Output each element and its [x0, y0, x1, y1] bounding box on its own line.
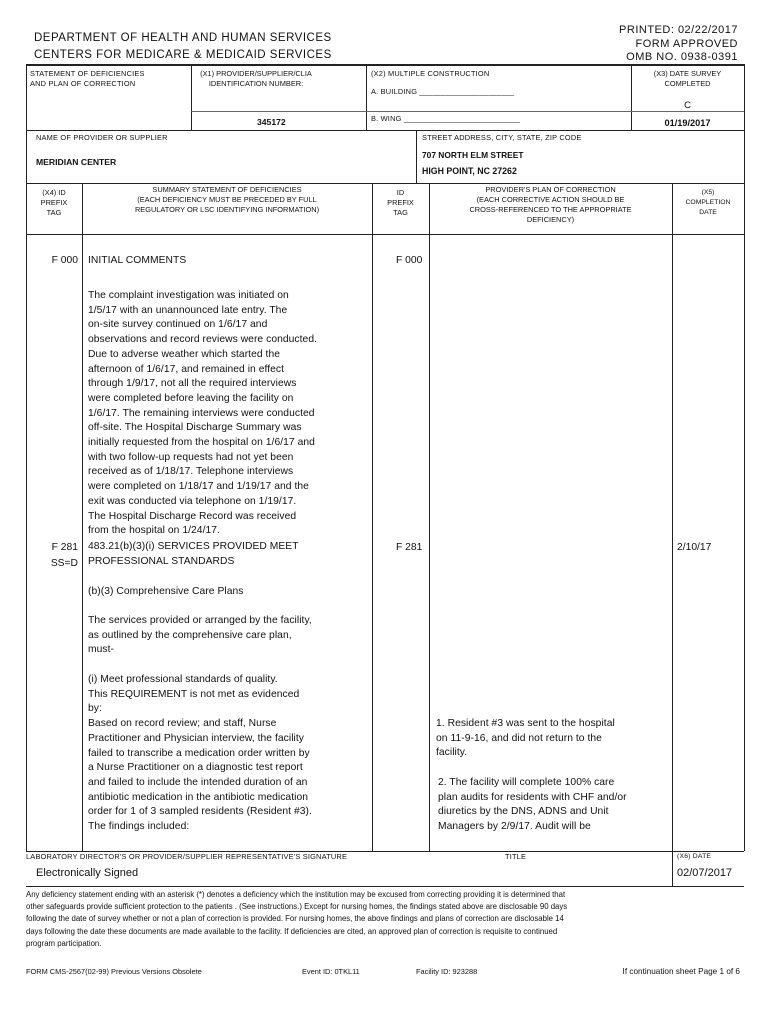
- f281-regulation-title: [88, 540, 299, 569]
- requirement-line: failed to transcribe a medication order written by: [88, 747, 310, 759]
- divider-col-x4: [82, 183, 83, 851]
- initial-comments-heading: INITIAL COMMENTS: [88, 255, 187, 266]
- signature-bottom-rule: [26, 886, 744, 887]
- requirement-line: antibiotic medication in the antibiotic medication: [88, 791, 309, 803]
- street-address: 707 NORTH ELM STREET: [422, 150, 524, 160]
- divider-col-id: [429, 183, 430, 851]
- title-label: TITLE: [505, 852, 527, 861]
- col-header-plan: [429, 185, 672, 225]
- disclaimer-line: following the date of survey whether or not a plan of correction is provided. For nursing homes, the above findings and plans of correction are disclosable 14: [26, 914, 564, 924]
- f281-title-line: PROFESSIONAL STANDARDS: [88, 555, 235, 567]
- col-summary-line-1: SUMMARY STATEMENT OF DEFICIENCIES: [152, 185, 302, 194]
- f281-scope-severity: SS=D: [50, 558, 78, 569]
- x1-label-line-1: (X1) PROVIDER/SUPPLIER/CLIA: [200, 69, 312, 78]
- col-summary-line-2: (EACH DEFICIENCY MUST BE PRECEDED BY FULL: [137, 195, 317, 204]
- col-plan-line-2: (EACH CORRECTIVE ACTION SHOULD BE: [476, 195, 625, 204]
- x2-building: A. BUILDING ______________________: [371, 87, 515, 96]
- column-header-bottom-rule: [26, 234, 744, 235]
- services-paragraph: [88, 614, 312, 658]
- plan-item-2-line: plan audits for residents with CHF and/or: [438, 791, 627, 803]
- agency-line-1: DEPARTMENT OF HEALTH AND HUMAN SERVICES: [34, 32, 332, 44]
- requirement-line: order for 1 of 3 sampled residents (Resident #3).: [88, 806, 312, 818]
- page-number: If continuation sheet Page 1 of 6: [622, 967, 740, 976]
- complaint-line: from the hospital on 1/24/17.: [88, 525, 220, 537]
- comprehensive-care-plans-heading: (b)(3) Comprehensive Care Plans: [88, 586, 244, 597]
- requirement-line: by:: [88, 703, 102, 715]
- facility-id: Facility ID: 923288: [416, 967, 478, 976]
- plan-item-2-line: Managers by 2/9/17. Audit will be: [438, 821, 591, 833]
- x3-label-line-2: COMPLETED: [664, 79, 711, 88]
- complaint-line: 1/6/17. The remaining interviews were conducted: [88, 407, 315, 419]
- printed-date: PRINTED: 02/22/2017: [619, 24, 738, 36]
- provider-row-bottom-rule: [26, 183, 744, 184]
- statement-label-line-1: STATEMENT OF DEFICIENCIES: [30, 69, 145, 78]
- x1-subrule: [191, 111, 366, 112]
- f281-id-tag: F 281: [396, 542, 423, 553]
- divider-col-plan: [672, 183, 673, 851]
- col-id-line-1: ID: [396, 188, 405, 197]
- disclaimer: [26, 889, 567, 950]
- x3-label-line-1: (X3) DATE SURVEY: [653, 69, 722, 78]
- complaint-line: initially requested from the hospital on 1/6/17 and: [88, 437, 315, 449]
- signature-date: 02/07/2017: [677, 867, 733, 879]
- disclaimer-line: Any deficiency statement ending with an asterisk (*) denotes a deficiency which the institution may be excused from correcting providing it is determined that: [26, 890, 566, 899]
- requirement-paragraph: [88, 673, 312, 835]
- x1-label: [191, 69, 321, 89]
- x3-label: [631, 69, 744, 89]
- survey-date: 01/19/2017: [664, 118, 711, 128]
- provider-id-number: 345172: [257, 117, 286, 127]
- right-border: [744, 64, 745, 851]
- complaint-line: through 1/9/17, not all the required interviews: [88, 378, 297, 390]
- col-x4-line-2: PREFIX: [40, 198, 68, 207]
- services-line: as outlined by the comprehensive care plan,: [88, 629, 292, 641]
- f000-id-tag: F 000: [396, 255, 423, 266]
- complaint-line: were completed before leaving the facility on: [88, 392, 294, 404]
- x1-label-line-2: IDENTIFICATION NUMBER:: [208, 79, 304, 88]
- col-plan-line-4: DEFICIENCY): [526, 215, 575, 224]
- col-header-x4: [26, 188, 82, 218]
- x6-date-label: (X6) DATE: [677, 853, 712, 860]
- requirement-line: Practitioner and Physician interview, the facility: [88, 732, 304, 744]
- col-id-line-2: PREFIX: [387, 198, 414, 207]
- complaint-line: with two follow-up requests had not yet been: [88, 451, 294, 463]
- form-approval-block: [619, 24, 738, 65]
- complaint-paragraph: [88, 289, 317, 539]
- divider-x2: [366, 64, 367, 130]
- plan-item-2: [438, 776, 627, 835]
- event-id: Event ID: 0TKL11: [302, 967, 360, 976]
- requirement-line: Based on record review; and staff, Nurse: [88, 718, 277, 730]
- f000-prefix-tag: F 000: [51, 255, 78, 266]
- complaint-line: Due to adverse weather which started the: [88, 348, 281, 360]
- requirement-line: (i) Meet professional standards of quality.: [88, 674, 278, 685]
- col-x5-line-1: (X5): [701, 189, 715, 196]
- requirement-line: a Nurse Practitioner on a diagnostic test report: [88, 762, 303, 774]
- complaint-line: 1/5/17 with an unannounced late entry. The: [88, 304, 288, 316]
- f281-title-line: 483.21(b)(3)(i) SERVICES PROVIDED MEET: [88, 541, 299, 552]
- plan-item-2-line: diuretics by the DNS, ADNS and Unit: [438, 806, 609, 818]
- plan-item-1-line: 1. Resident #3 was sent to the hospital: [436, 718, 615, 729]
- signature-label: LABORATORY DIRECTOR'S OR PROVIDER/SUPPLIER REPRESENTATIVE'S SIGNATURE: [26, 852, 348, 861]
- agency-line-2: CENTERS FOR MEDICARE & MEDICAID SERVICES: [34, 49, 332, 61]
- divider-col-summary: [372, 183, 373, 851]
- requirement-line: and failed to include the intended duration of an: [88, 776, 308, 788]
- complaint-line: The Hospital Discharge Record was received: [88, 510, 297, 522]
- plan-item-1-line: on 11-9-16, and did not return to the: [436, 732, 602, 744]
- x2-subrule: [366, 111, 631, 112]
- f281-prefix-tag: F 281: [51, 542, 78, 553]
- requirement-line: The findings included:: [88, 821, 190, 833]
- box-row-bottom-rule: [26, 130, 744, 131]
- disclaimer-line: days following the date these documents are made available to the facility. If deficiencies are cited, an approved plan of correction is requisite to continued: [26, 926, 558, 936]
- complaint-line: The complaint investigation was initiated on: [88, 290, 289, 301]
- col-id-line-3: TAG: [393, 208, 408, 217]
- services-line: must-: [88, 644, 114, 656]
- plan-item-1: [436, 717, 615, 761]
- services-line: The services provided or arranged by the facility,: [88, 615, 312, 626]
- top-rule: [26, 64, 744, 66]
- disclaimer-line: program participation.: [26, 938, 102, 948]
- complaint-line: observations and record reviews were conducted.: [88, 334, 318, 346]
- complaint-line: received as of 1/18/17. Telephone interviews: [88, 466, 294, 478]
- complaint-line: on-site survey continued on 1/6/17 and: [88, 319, 268, 331]
- x3-subrule: [631, 111, 744, 112]
- col-plan-line-3: CROSS-REFERENCED TO THE APPROPRIATE: [469, 205, 632, 214]
- form-number: FORM CMS-2567(02-99) Previous Versions Obsolete: [26, 967, 202, 976]
- x2-wing: B. WING ___________________________: [371, 114, 521, 123]
- complaint-line: afternoon of 1/6/17, and remained in effect: [88, 363, 285, 375]
- col-summary-line-3: REGULATORY OR LSC IDENTIFYING INFORMATION): [134, 205, 320, 214]
- requirement-line: This REQUIREMENT is not met as evidenced: [88, 688, 300, 700]
- signature-value: Electronically Signed: [36, 867, 139, 879]
- complaint-line: exit was conducted via telephone on 1/19/17.: [88, 495, 297, 507]
- city-state-zip: HIGH POINT, NC 27262: [422, 166, 517, 176]
- provider-name: MERIDIAN CENTER: [36, 157, 117, 167]
- plan-item-2-line: 2. The facility will complete 100% care: [438, 777, 615, 788]
- col-header-id: [372, 188, 429, 218]
- omb-number: OMB NO. 0938-0391: [626, 51, 738, 63]
- complaint-line: off-site. The Hospital Discharge Summary was: [88, 422, 302, 434]
- agency-name: [34, 31, 332, 63]
- divider-provider: [416, 130, 417, 183]
- plan-item-1-line: facility.: [436, 747, 468, 759]
- col-x4-line-3: TAG: [46, 208, 62, 217]
- complaint-line: were completed on 1/18/17 and 1/19/17 and the: [88, 481, 309, 493]
- x3-letter: C: [684, 100, 691, 111]
- divider-date: [672, 851, 673, 887]
- x2-label: (X2) MULTIPLE CONSTRUCTION: [371, 69, 490, 78]
- col-header-x5: [672, 188, 744, 218]
- col-x5-line-3: DATE: [699, 209, 717, 216]
- col-x5-line-2: COMPLETION: [685, 199, 731, 206]
- col-x4-line-1: (X4) ID: [42, 188, 66, 197]
- statement-label-line-2: AND PLAN OF CORRECTION: [30, 79, 136, 88]
- form-approved-label: FORM APPROVED: [635, 37, 738, 50]
- f281-completion-date: 2/10/17: [677, 542, 712, 553]
- disclaimer-line: other safeguards provide sufficient protection to the patients . (See instructions.) Except for nursing homes, the findings stated above are disclosable 90 days: [26, 902, 568, 912]
- provider-name-label: NAME OF PROVIDER OR SUPPLIER: [36, 133, 168, 142]
- col-plan-line-1: PROVIDER'S PLAN OF CORRECTION: [485, 185, 616, 194]
- col-header-summary: [82, 185, 372, 215]
- statement-label: [30, 69, 145, 89]
- address-label: STREET ADDRESS, CITY, STATE, ZIP CODE: [422, 133, 582, 142]
